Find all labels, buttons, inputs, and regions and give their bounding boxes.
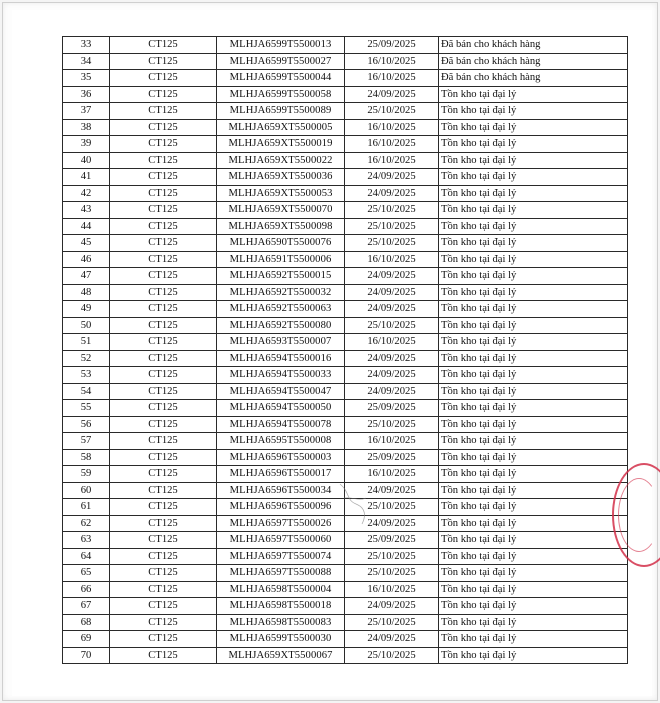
- table-row: [63, 532, 628, 549]
- frame-number-cell: MLHJA6591T5500006: [217, 251, 345, 268]
- status-cell: Tồn kho tại đại lý: [439, 235, 628, 252]
- status-cell: Tồn kho tại đại lý: [439, 268, 628, 285]
- frame-number-cell: MLHJA659XT5500022: [217, 152, 345, 169]
- date-cell: 24/09/2025: [345, 169, 439, 186]
- frame-number-cell: MLHJA6598T5500018: [217, 598, 345, 615]
- row-number-cell: 67: [63, 598, 110, 615]
- frame-number-cell: MLHJA6592T5500032: [217, 284, 345, 301]
- model-cell: CT125: [110, 268, 217, 285]
- row-number-cell: 45: [63, 235, 110, 252]
- model-cell: CT125: [110, 136, 217, 153]
- table-row: [63, 334, 628, 351]
- status-cell: Tồn kho tại đại lý: [439, 532, 628, 549]
- row-number-cell: 37: [63, 103, 110, 120]
- frame-number-cell: MLHJA6599T5500013: [217, 37, 345, 54]
- status-cell: Tồn kho tại đại lý: [439, 301, 628, 318]
- status-cell: Tồn kho tại đại lý: [439, 466, 628, 483]
- model-cell: CT125: [110, 565, 217, 582]
- row-number-cell: 48: [63, 284, 110, 301]
- model-cell: CT125: [110, 284, 217, 301]
- date-cell: 16/10/2025: [345, 53, 439, 70]
- date-cell: 24/09/2025: [345, 515, 439, 532]
- frame-number-cell: MLHJA6597T5500074: [217, 548, 345, 565]
- status-cell: Tồn kho tại đại lý: [439, 433, 628, 450]
- table-row: [63, 136, 628, 153]
- date-cell: 24/09/2025: [345, 86, 439, 103]
- model-cell: CT125: [110, 251, 217, 268]
- table-row: [63, 53, 628, 70]
- status-cell: Tồn kho tại đại lý: [439, 449, 628, 466]
- table-row: [63, 614, 628, 631]
- model-cell: CT125: [110, 218, 217, 235]
- frame-number-cell: MLHJA6594T5500033: [217, 367, 345, 384]
- frame-number-cell: MLHJA659XT5500098: [217, 218, 345, 235]
- frame-number-cell: MLHJA659XT5500019: [217, 136, 345, 153]
- model-cell: CT125: [110, 532, 217, 549]
- model-cell: CT125: [110, 169, 217, 186]
- frame-number-cell: MLHJA659XT5500053: [217, 185, 345, 202]
- table-row: [63, 86, 628, 103]
- table-row: [63, 631, 628, 648]
- table-row: [63, 119, 628, 136]
- date-cell: 16/10/2025: [345, 581, 439, 598]
- date-cell: 16/10/2025: [345, 119, 439, 136]
- status-cell: Tồn kho tại đại lý: [439, 416, 628, 433]
- status-cell: Tồn kho tại đại lý: [439, 400, 628, 417]
- date-cell: 25/10/2025: [345, 235, 439, 252]
- model-cell: CT125: [110, 317, 217, 334]
- status-cell: Tồn kho tại đại lý: [439, 515, 628, 532]
- status-cell: Tồn kho tại đại lý: [439, 136, 628, 153]
- model-cell: CT125: [110, 185, 217, 202]
- table-row: [63, 103, 628, 120]
- row-number-cell: 38: [63, 119, 110, 136]
- frame-number-cell: MLHJA6596T5500096: [217, 499, 345, 516]
- date-cell: 16/10/2025: [345, 334, 439, 351]
- model-cell: CT125: [110, 103, 217, 120]
- status-cell: Tồn kho tại đại lý: [439, 383, 628, 400]
- status-cell: Đã bán cho khách hàng: [439, 70, 628, 87]
- row-number-cell: 50: [63, 317, 110, 334]
- date-cell: 25/09/2025: [345, 532, 439, 549]
- table-row: [63, 416, 628, 433]
- status-cell: Tồn kho tại đại lý: [439, 581, 628, 598]
- date-cell: 24/09/2025: [345, 284, 439, 301]
- table-row: [63, 367, 628, 384]
- status-cell: Tồn kho tại đại lý: [439, 103, 628, 120]
- model-cell: CT125: [110, 383, 217, 400]
- row-number-cell: 70: [63, 647, 110, 664]
- model-cell: CT125: [110, 499, 217, 516]
- row-number-cell: 49: [63, 301, 110, 318]
- frame-number-cell: MLHJA6598T5500004: [217, 581, 345, 598]
- frame-number-cell: MLHJA6597T5500088: [217, 565, 345, 582]
- row-number-cell: 65: [63, 565, 110, 582]
- date-cell: 25/09/2025: [345, 449, 439, 466]
- frame-number-cell: MLHJA6594T5500078: [217, 416, 345, 433]
- frame-number-cell: MLHJA6593T5500007: [217, 334, 345, 351]
- frame-number-cell: MLHJA6596T5500003: [217, 449, 345, 466]
- date-cell: 24/09/2025: [345, 383, 439, 400]
- date-cell: 16/10/2025: [345, 136, 439, 153]
- frame-number-cell: MLHJA6599T5500089: [217, 103, 345, 120]
- model-cell: CT125: [110, 482, 217, 499]
- status-cell: Tồn kho tại đại lý: [439, 284, 628, 301]
- frame-number-cell: MLHJA6596T5500017: [217, 466, 345, 483]
- date-cell: 24/09/2025: [345, 301, 439, 318]
- date-cell: 16/10/2025: [345, 466, 439, 483]
- model-cell: CT125: [110, 515, 217, 532]
- model-cell: CT125: [110, 301, 217, 318]
- status-cell: Tồn kho tại đại lý: [439, 548, 628, 565]
- model-cell: CT125: [110, 433, 217, 450]
- table-row: [63, 218, 628, 235]
- status-cell: Tồn kho tại đại lý: [439, 169, 628, 186]
- signature-mark: [336, 478, 376, 528]
- status-cell: Tồn kho tại đại lý: [439, 367, 628, 384]
- model-cell: CT125: [110, 70, 217, 87]
- vehicle-table-body: [63, 37, 628, 664]
- table-row: [63, 268, 628, 285]
- frame-number-cell: MLHJA6592T5500015: [217, 268, 345, 285]
- date-cell: 24/09/2025: [345, 367, 439, 384]
- status-cell: Tồn kho tại đại lý: [439, 218, 628, 235]
- frame-number-cell: MLHJA6598T5500083: [217, 614, 345, 631]
- frame-number-cell: MLHJA659XT5500067: [217, 647, 345, 664]
- date-cell: 24/09/2025: [345, 631, 439, 648]
- date-cell: 16/10/2025: [345, 433, 439, 450]
- date-cell: 25/10/2025: [345, 202, 439, 219]
- red-seal-inner-ring: [618, 478, 660, 552]
- table-row: [63, 565, 628, 582]
- model-cell: CT125: [110, 416, 217, 433]
- table-row: [63, 70, 628, 87]
- table-row: [63, 548, 628, 565]
- row-number-cell: 59: [63, 466, 110, 483]
- row-number-cell: 52: [63, 350, 110, 367]
- status-cell: Đã bán cho khách hàng: [439, 53, 628, 70]
- row-number-cell: 42: [63, 185, 110, 202]
- table-row: [63, 185, 628, 202]
- row-number-cell: 43: [63, 202, 110, 219]
- model-cell: CT125: [110, 367, 217, 384]
- row-number-cell: 35: [63, 70, 110, 87]
- vehicle-table: [62, 36, 628, 664]
- model-cell: CT125: [110, 119, 217, 136]
- status-cell: Tồn kho tại đại lý: [439, 152, 628, 169]
- frame-number-cell: MLHJA6599T5500030: [217, 631, 345, 648]
- row-number-cell: 61: [63, 499, 110, 516]
- status-cell: Tồn kho tại đại lý: [439, 565, 628, 582]
- model-cell: CT125: [110, 202, 217, 219]
- row-number-cell: 39: [63, 136, 110, 153]
- table-row: [63, 400, 628, 417]
- table-row: [63, 301, 628, 318]
- frame-number-cell: MLHJA6594T5500016: [217, 350, 345, 367]
- table-row: [63, 383, 628, 400]
- model-cell: CT125: [110, 598, 217, 615]
- frame-number-cell: MLHJA6592T5500063: [217, 301, 345, 318]
- model-cell: CT125: [110, 631, 217, 648]
- table-row: [63, 152, 628, 169]
- row-number-cell: 41: [63, 169, 110, 186]
- model-cell: CT125: [110, 581, 217, 598]
- frame-number-cell: MLHJA6592T5500080: [217, 317, 345, 334]
- table-row: [63, 37, 628, 54]
- model-cell: CT125: [110, 449, 217, 466]
- model-cell: CT125: [110, 647, 217, 664]
- row-number-cell: 34: [63, 53, 110, 70]
- frame-number-cell: MLHJA6594T5500047: [217, 383, 345, 400]
- frame-number-cell: MLHJA659XT5500036: [217, 169, 345, 186]
- status-cell: Tồn kho tại đại lý: [439, 614, 628, 631]
- model-cell: CT125: [110, 466, 217, 483]
- table-row: [63, 449, 628, 466]
- row-number-cell: 57: [63, 433, 110, 450]
- date-cell: 16/10/2025: [345, 70, 439, 87]
- model-cell: CT125: [110, 614, 217, 631]
- status-cell: Đã bán cho khách hàng: [439, 37, 628, 54]
- row-number-cell: 54: [63, 383, 110, 400]
- date-cell: 24/09/2025: [345, 482, 439, 499]
- frame-number-cell: MLHJA6596T5500034: [217, 482, 345, 499]
- date-cell: 24/09/2025: [345, 268, 439, 285]
- table-row: [63, 647, 628, 664]
- date-cell: 25/10/2025: [345, 647, 439, 664]
- date-cell: 25/10/2025: [345, 218, 439, 235]
- date-cell: 25/10/2025: [345, 317, 439, 334]
- row-number-cell: 64: [63, 548, 110, 565]
- row-number-cell: 40: [63, 152, 110, 169]
- model-cell: CT125: [110, 334, 217, 351]
- model-cell: CT125: [110, 235, 217, 252]
- row-number-cell: 58: [63, 449, 110, 466]
- status-cell: Tồn kho tại đại lý: [439, 202, 628, 219]
- status-cell: Tồn kho tại đại lý: [439, 482, 628, 499]
- frame-number-cell: MLHJA6599T5500058: [217, 86, 345, 103]
- model-cell: CT125: [110, 53, 217, 70]
- model-cell: CT125: [110, 350, 217, 367]
- model-cell: CT125: [110, 548, 217, 565]
- table-row: [63, 350, 628, 367]
- table-row: [63, 202, 628, 219]
- frame-number-cell: MLHJA6599T5500044: [217, 70, 345, 87]
- table-row: [63, 169, 628, 186]
- row-number-cell: 63: [63, 532, 110, 549]
- table-row: [63, 235, 628, 252]
- date-cell: 25/10/2025: [345, 499, 439, 516]
- status-cell: Tồn kho tại đại lý: [439, 350, 628, 367]
- row-number-cell: 66: [63, 581, 110, 598]
- model-cell: CT125: [110, 86, 217, 103]
- model-cell: CT125: [110, 400, 217, 417]
- date-cell: 25/10/2025: [345, 614, 439, 631]
- row-number-cell: 56: [63, 416, 110, 433]
- row-number-cell: 44: [63, 218, 110, 235]
- date-cell: 16/10/2025: [345, 251, 439, 268]
- model-cell: CT125: [110, 152, 217, 169]
- frame-number-cell: MLHJA6599T5500027: [217, 53, 345, 70]
- row-number-cell: 62: [63, 515, 110, 532]
- status-cell: Tồn kho tại đại lý: [439, 499, 628, 516]
- date-cell: 25/10/2025: [345, 565, 439, 582]
- row-number-cell: 60: [63, 482, 110, 499]
- row-number-cell: 53: [63, 367, 110, 384]
- table-row: [63, 251, 628, 268]
- table-row: [63, 317, 628, 334]
- frame-number-cell: MLHJA659XT5500070: [217, 202, 345, 219]
- status-cell: Tồn kho tại đại lý: [439, 185, 628, 202]
- date-cell: 25/10/2025: [345, 416, 439, 433]
- date-cell: 24/09/2025: [345, 185, 439, 202]
- date-cell: 25/09/2025: [345, 400, 439, 417]
- row-number-cell: 47: [63, 268, 110, 285]
- frame-number-cell: MLHJA6597T5500060: [217, 532, 345, 549]
- row-number-cell: 69: [63, 631, 110, 648]
- status-cell: Tồn kho tại đại lý: [439, 251, 628, 268]
- status-cell: Tồn kho tại đại lý: [439, 598, 628, 615]
- frame-number-cell: MLHJA6590T5500076: [217, 235, 345, 252]
- row-number-cell: 33: [63, 37, 110, 54]
- model-cell: CT125: [110, 37, 217, 54]
- table-row: [63, 598, 628, 615]
- date-cell: 25/10/2025: [345, 548, 439, 565]
- row-number-cell: 68: [63, 614, 110, 631]
- row-number-cell: 36: [63, 86, 110, 103]
- status-cell: Tồn kho tại đại lý: [439, 317, 628, 334]
- table-row: [63, 284, 628, 301]
- date-cell: 16/10/2025: [345, 152, 439, 169]
- status-cell: Tồn kho tại đại lý: [439, 631, 628, 648]
- row-number-cell: 51: [63, 334, 110, 351]
- table-row: [63, 581, 628, 598]
- table-row: [63, 433, 628, 450]
- frame-number-cell: MLHJA6595T5500008: [217, 433, 345, 450]
- date-cell: 24/09/2025: [345, 598, 439, 615]
- date-cell: 25/10/2025: [345, 103, 439, 120]
- date-cell: 25/09/2025: [345, 37, 439, 54]
- frame-number-cell: MLHJA659XT5500005: [217, 119, 345, 136]
- row-number-cell: 55: [63, 400, 110, 417]
- date-cell: 24/09/2025: [345, 350, 439, 367]
- status-cell: Tồn kho tại đại lý: [439, 647, 628, 664]
- frame-number-cell: MLHJA6594T5500050: [217, 400, 345, 417]
- status-cell: Tồn kho tại đại lý: [439, 86, 628, 103]
- frame-number-cell: MLHJA6597T5500026: [217, 515, 345, 532]
- status-cell: Tồn kho tại đại lý: [439, 119, 628, 136]
- status-cell: Tồn kho tại đại lý: [439, 334, 628, 351]
- row-number-cell: 46: [63, 251, 110, 268]
